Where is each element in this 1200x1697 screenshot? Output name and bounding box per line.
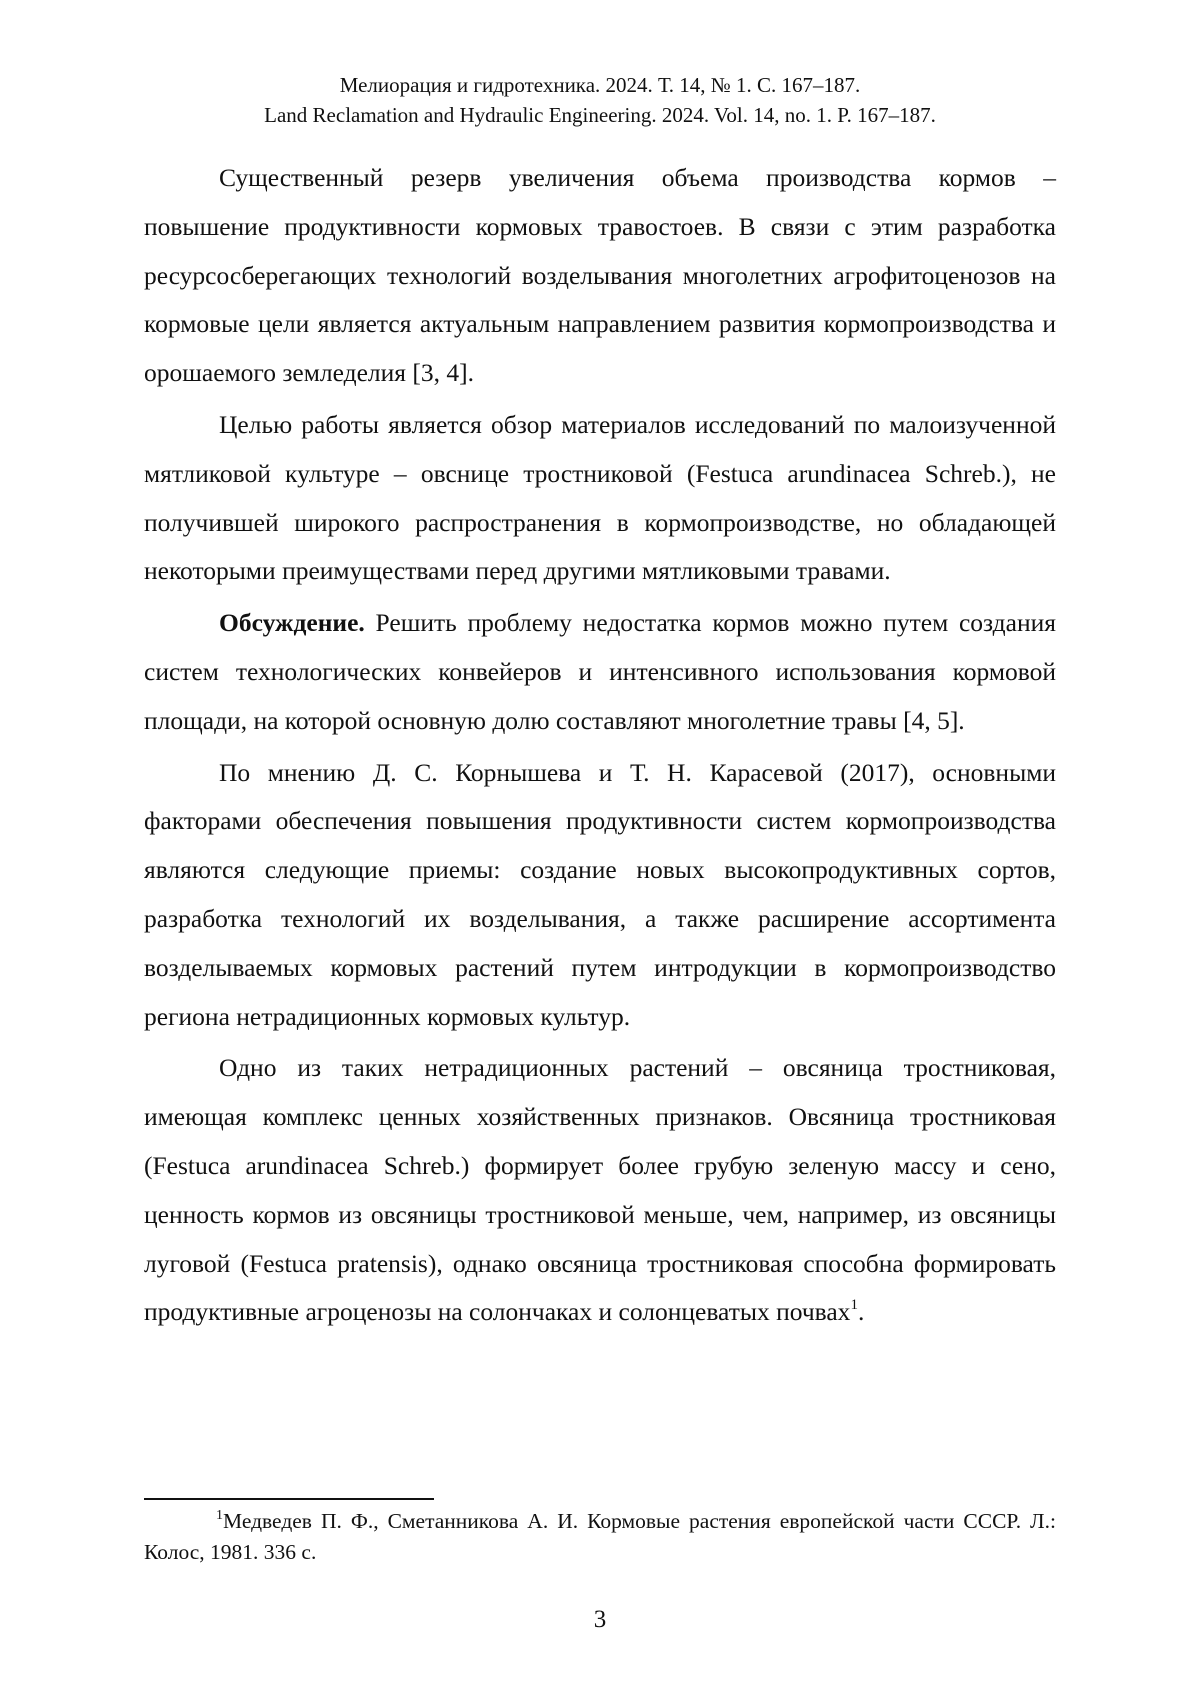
header-line-ru: Мелиорация и гидротехника. 2024. Т. 14, № 1. С. 167–187. (339, 73, 861, 97)
paragraph-5-end: . (857, 1297, 865, 1327)
footnote (144, 1506, 1056, 1568)
paragraph-5-text: Одно из таких нетрадиционных растений – овсяница тростниковая, имеющая комплекс ценных хозяйственных признаков. Овсяница тростниковая (Festuca arundinacea Schreb.) формирует более грубую зеленую массу и сено, ценность кормов из овсяницы тростниковой меньше, чем, например, из овсяницы луговой (Festuca pratensis), однако овсяница тростниковая способна формировать продуктивные агроценозы на солончаках и солонцеватых почвах (144, 1053, 1056, 1327)
footnote-marker: 1 (216, 1508, 223, 1523)
footnote-reference: 1 (850, 1297, 858, 1314)
footnote-separator (144, 1498, 434, 1500)
body-text (144, 154, 1056, 1337)
paragraph-3-text: Решить проблему недостатка кормов можно путем создания систем технологических конвейеров и интенсивного использования кормовой площади, на которой основную долю составляют многолетние травы [4, 5]. (144, 608, 1056, 735)
paragraph-5 (144, 1044, 1056, 1337)
paragraph-4: По мнению Д. С. Корнышева и Т. Н. Карасевой (2017), основными факторами обеспечения повышения продуктивности систем кормопроизводства являются следующие приемы: создание новых высокопродуктивных сортов, разработка технологий их возделывания, а также расширение ассортимента возделываемых кормовых растений путем интродукции в кормопроизводство региона нетрадиционных кормовых культур. (144, 757, 1056, 1031)
running-header (144, 70, 1056, 130)
paragraph-2: Целью работы является обзор материалов исследований по малоизученной мятликовой культуре – овснице тростниковой (Festuca arundinacea Schreb.), не получившей широкого распространения в кормопроизводстве, но обладающей некоторыми преимуществами перед другими мятликовыми травами. (144, 409, 1056, 586)
paragraph-1: Существенный резерв увеличения объема производства кормов – повышение продуктивности кормовых травостоев. В связи с этим разработка ресурсосберегающих технологий возделывания многолетних агрофитоценозов на кормовые цели является актуальным направлением развития кормопроизводства и орошаемого земледелия [3, 4]. (144, 163, 1056, 388)
header-line-en: Land Reclamation and Hydraulic Engineering. 2024. Vol. 14, no. 1. P. 167–187. (264, 103, 936, 127)
page-number: 3 (593, 1606, 607, 1633)
paragraph-3 (144, 599, 1056, 745)
discussion-heading: Обсуждение. (219, 608, 365, 638)
footnote-text: Медведев П. Ф., Сметанникова А. И. Кормовые растения европейской части СССР. Л.: Колос, 1981. 336 с. (144, 1509, 1056, 1564)
